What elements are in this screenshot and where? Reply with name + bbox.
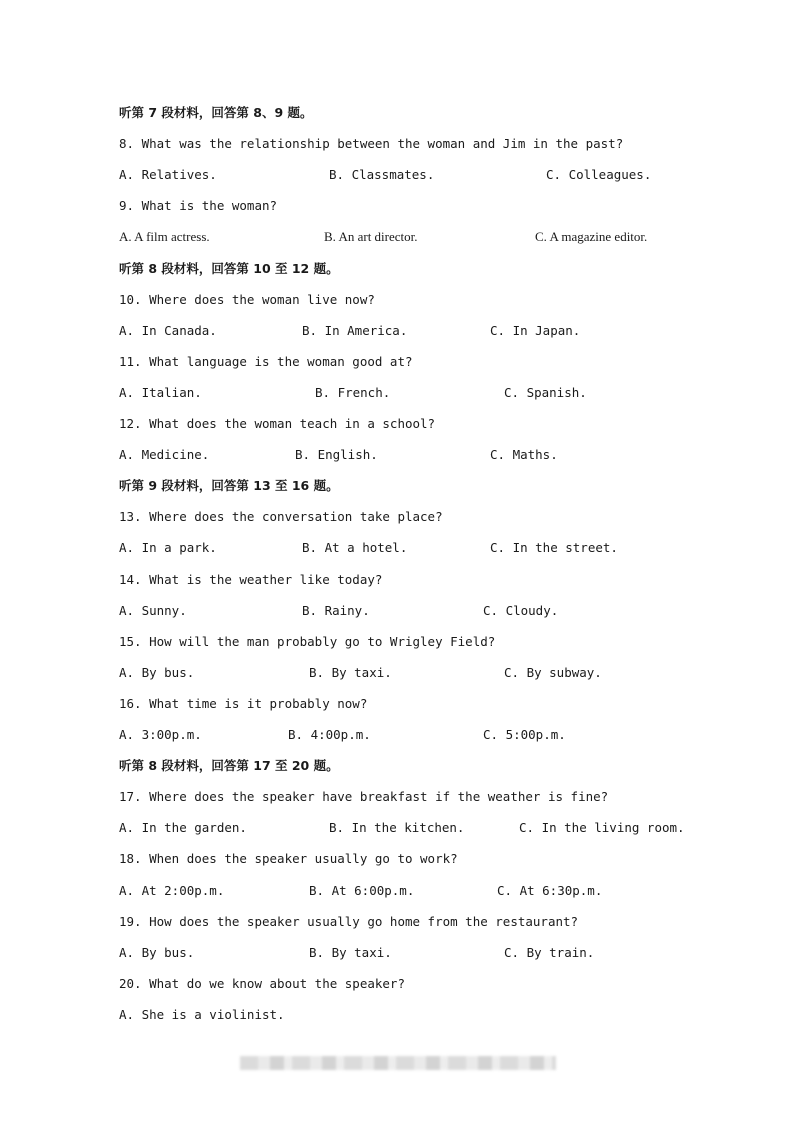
option-b: B. By taxi. [309,944,392,960]
option-a: A. 3:00p.m. [119,727,202,742]
option-c: C. At 6:30p.m. [497,882,603,898]
question-text: 13. Where does the conversation take place? [119,509,443,525]
option-b: B. English. [295,447,378,463]
answer-options [119,227,753,247]
option-a: A. Relatives. [119,167,217,183]
option-a: A. In Canada. [119,322,217,338]
option-c: C. Cloudy. [483,602,559,618]
answer-options [119,165,753,185]
answer-options [119,818,753,838]
option-b: B. In the kitchen. [329,820,465,836]
question-text: 9. What is the woman? [119,198,278,214]
option-b: B. Classmates. [329,167,435,183]
option-a: A. In the garden. [119,820,247,836]
question-text: 16. What time is it probably now? [119,695,368,711]
option-a: A. Medicine. [119,447,210,463]
option-a: A. By bus. [119,664,195,680]
option-a: A. At 2:00p.m. [119,882,225,898]
answer-options [119,663,753,683]
answer-options [119,881,753,901]
option-b: B. In America. [302,322,408,338]
option-c: C. 5:00p.m. [483,727,566,742]
question-text: 12. What does the woman teach in a school? [119,416,436,431]
section-heading: 听第 9 段材料，回答第 13 至 16 题。 [119,478,339,494]
question-text: 8. What was the relationship between the woman and Jim in the past? [119,136,624,152]
option-a: A. In a park. [119,540,217,556]
answer-options [119,725,753,745]
option-b: B. 4:00p.m. [288,727,371,742]
question-text: 11. What language is the woman good at? [119,353,413,369]
option-c: C. By subway. [504,664,602,680]
option-c: C. In the living room. [519,820,685,836]
option-c: C. Maths. [490,447,558,463]
option-c: C. Colleagues. [546,167,652,183]
section-heading: 听第 8 段材料，回答第 10 至 12 题。 [119,260,339,276]
answer-options [119,601,753,621]
question-text: 20. What do we know about the speaker? [119,975,405,991]
question-text: 10. Where does the woman live now? [119,291,375,307]
option-a: A. Sunny. [119,602,187,618]
option-c: C. A magazine editor. [535,229,648,245]
option-b: B. An art director. [324,229,418,245]
answer-options [119,321,753,341]
option-c: C. Spanish. [504,384,587,400]
answer-options [119,445,753,465]
section-heading: 听第 8 段材料，回答第 17 至 20 题。 [119,758,339,774]
option-c: C. In the street. [490,540,618,556]
question-text: 19. How does the speaker usually go home from the restaurant? [119,913,579,929]
question-text: 14. What is the weather like today? [119,571,383,587]
answer-options [119,943,753,963]
option-b: B. Rainy. [302,602,370,618]
question-text: 17. Where does the speaker have breakfast if the weather is fine? [119,789,609,805]
option-a: A. A film actress. [119,229,210,245]
question-text: 18. When does the speaker usually go to work? [119,851,458,867]
option-a: A. Italian. [119,384,202,400]
option-c: C. By train. [504,944,595,960]
option-a: A. By bus. [119,944,195,960]
answer-options [119,383,753,403]
option-b: B. By taxi. [309,664,392,680]
blurred-footer-watermark [240,1056,556,1070]
question-text: 15. How will the man probably go to Wrigley Field? [119,633,496,649]
section-heading: 听第 7 段材料，回答第 8、9 题。 [119,105,313,120]
option-b: B. French. [315,384,391,400]
option-c: C. In Japan. [490,322,581,338]
option-b: B. At 6:00p.m. [309,882,415,898]
question-text: A. She is a violinist. [119,1006,285,1022]
option-b: B. At a hotel. [302,540,408,556]
answer-options [119,538,753,558]
